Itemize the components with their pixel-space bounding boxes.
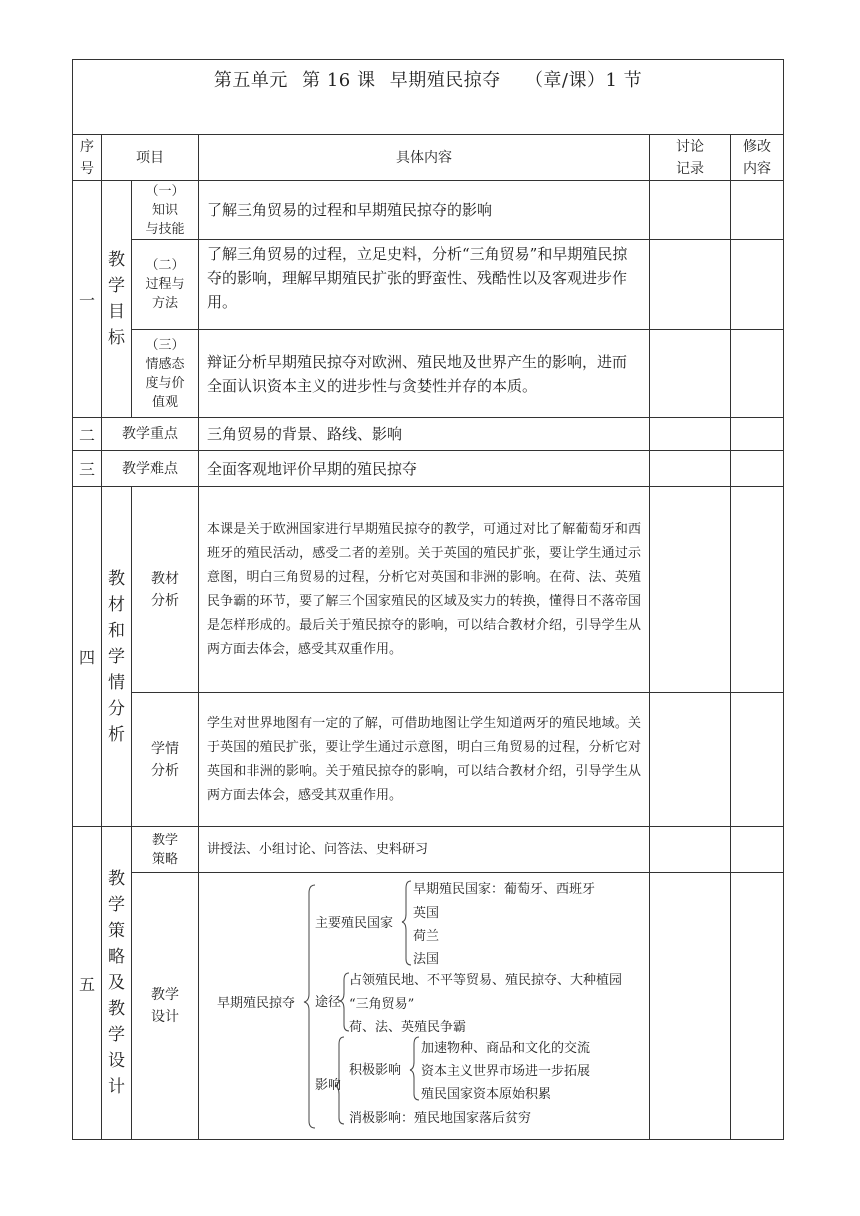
difficulty-content: 全面客观地评价早期的殖民掠夺 (199, 451, 650, 487)
section-number: 一 (73, 181, 102, 418)
header-row (73, 135, 784, 181)
discussion-cell (650, 181, 731, 240)
page-title (73, 60, 784, 135)
mind-map-cell (199, 873, 650, 1140)
analysis-row-1 (73, 487, 784, 693)
revision-cell (731, 873, 784, 1140)
revision-cell (731, 181, 784, 240)
design-row (73, 873, 784, 1140)
lesson-label: 第 16 课 (302, 70, 376, 91)
mind-map-leaf: 殖民国家资本原始积累 (421, 1087, 552, 1102)
lesson-plan-table (72, 59, 784, 1140)
mind-map-leaf: 法国 (413, 952, 440, 967)
mind-map-root: 早期殖民掠夺 (217, 996, 296, 1011)
mind-map-leaf: 英国 (413, 906, 440, 921)
revision-cell (731, 827, 784, 873)
objective-row-3 (73, 330, 784, 418)
header-seq: 序号 (73, 135, 102, 181)
analysis-sub-label: 教材 分析 (132, 487, 199, 693)
section-number: 四 (73, 487, 102, 827)
mind-map-branch-countries: 主要殖民国家 (315, 916, 394, 931)
discussion-cell (650, 418, 731, 451)
discussion-cell (650, 451, 731, 487)
root-bracket (304, 885, 315, 1128)
section-label-key-point: 教学重点 (102, 418, 199, 451)
section-number: 三 (73, 451, 102, 487)
key-point-row (73, 418, 784, 451)
mind-map-branch-means: 途径 (315, 995, 342, 1010)
mind-map-leaf: 占领殖民地、不平等贸易、殖民掠夺、大种植园 (349, 973, 623, 988)
discussion-cell (650, 827, 731, 873)
analysis-row-2 (73, 693, 784, 827)
textbook-analysis-content: 本课是关于欧洲国家进行早期殖民掠夺的教学，可通过对比了解葡萄牙和西班牙的殖民活动，感受二者的差别。关于英国的殖民扩张，要让学生通过示意图，明白三角贸易的过程，分析它对英国和非洲的影响。在荷、法、英殖民争霸的环节，要了解三个国家殖民的区域及实力的转换，懂得日不落帝国是怎样形成的。最后关于殖民掠夺的影响，可以结合教材介绍，引导学生从两方面去体会，感受其双重作用。 (199, 487, 650, 693)
student-analysis-content: 学生对世界地图有一定的了解，可借助地图让学生知道两牙的殖民地域。关于英国的殖民扩张，要让学生通过示意图，明白三角贸易的过程，分析它对英国和非洲的影响。关于殖民掠夺的影响，可以结合教材介绍，引导学生从两方面去体会，感受其双重作用。 (199, 693, 650, 827)
mind-map-leaf: 加速物种、商品和文化的交流 (421, 1041, 591, 1056)
objective-sub-label: （一） 知识 与技能 (132, 181, 199, 240)
objective-content: 了解三角贸易的过程和早期殖民掠夺的影响 (199, 181, 650, 240)
section-label-difficulty: 教学难点 (102, 451, 199, 487)
header-discussion: 讨论记录 (650, 135, 731, 181)
lesson-name: 早期殖民掠夺 (389, 70, 501, 91)
section-label-strategy-design: 教 学 策 略 及 教 学 设 计 (102, 827, 132, 1140)
header-content: 具体内容 (199, 135, 650, 181)
difficulty-row (73, 451, 784, 487)
period-label: （章/课）1 节 (524, 70, 643, 91)
mind-map-leaf: 资本主义世界市场进一步拓展 (421, 1064, 591, 1079)
mind-map-positive: 积极影响 (349, 1063, 402, 1078)
mind-map-leaf: 荷兰 (413, 929, 440, 944)
analysis-sub-label: 学情 分析 (132, 693, 199, 827)
revision-cell (731, 487, 784, 693)
discussion-cell (650, 240, 731, 330)
revision-cell (731, 330, 784, 418)
header-revision: 修改内容 (731, 135, 784, 181)
section-number: 五 (73, 827, 102, 1140)
mind-map-leaf: 早期殖民国家：葡萄牙、西班牙 (413, 882, 596, 897)
revision-cell (731, 240, 784, 330)
objective-content: 辩证分析早期殖民掠夺对欧洲、殖民地及世界产生的影响，进而全面认识资本主义的进步性与贪婪性并存的本质。 (199, 330, 650, 418)
discussion-cell (650, 487, 731, 693)
discussion-cell (650, 693, 731, 827)
section-number: 二 (73, 418, 102, 451)
strategy-sub-label: 教学 策略 (132, 827, 199, 873)
objective-row-1 (73, 181, 784, 240)
mind-map-branch-impact: 影响 (315, 1078, 342, 1093)
objective-sub-label: （二） 过程与 方法 (132, 240, 199, 330)
mind-map-negative: 消极影响：殖民地国家落后贫穷 (349, 1111, 532, 1126)
strategy-content: 讲授法、小组讨论、问答法、史料研习 (199, 827, 650, 873)
title-row (73, 60, 784, 135)
b1-bracket (402, 881, 411, 965)
positive-bracket (410, 1037, 419, 1100)
discussion-cell (650, 873, 731, 1140)
b2-bracket (340, 973, 349, 1031)
mind-map-leaf: “三角贸易” (349, 997, 415, 1012)
revision-cell (731, 418, 784, 451)
section-label-objectives: 教 学 目 标 (102, 181, 132, 418)
strategy-row (73, 827, 784, 873)
revision-cell (731, 693, 784, 827)
section-label-analysis: 教 材 和 学 情 分 析 (102, 487, 132, 827)
discussion-cell (650, 330, 731, 418)
objective-row-2 (73, 240, 784, 330)
key-point-content: 三角贸易的背景、路线、影响 (199, 418, 650, 451)
revision-cell (731, 451, 784, 487)
design-sub-label: 教学 设计 (132, 873, 199, 1140)
mind-map (199, 873, 649, 1139)
objective-sub-label: （三） 情感态 度与价 值观 (132, 330, 199, 418)
unit-label: 第五单元 (213, 70, 288, 91)
mind-map-leaf: 荷、法、英殖民争霸 (349, 1020, 467, 1035)
objective-content: 了解三角贸易的过程，立足史料，分析“三角贸易”和早期殖民掠夺的影响，理解早期殖民扩张的野蛮性、残酷性以及客观进步作用。 (199, 240, 650, 330)
header-item: 项目 (102, 135, 199, 181)
